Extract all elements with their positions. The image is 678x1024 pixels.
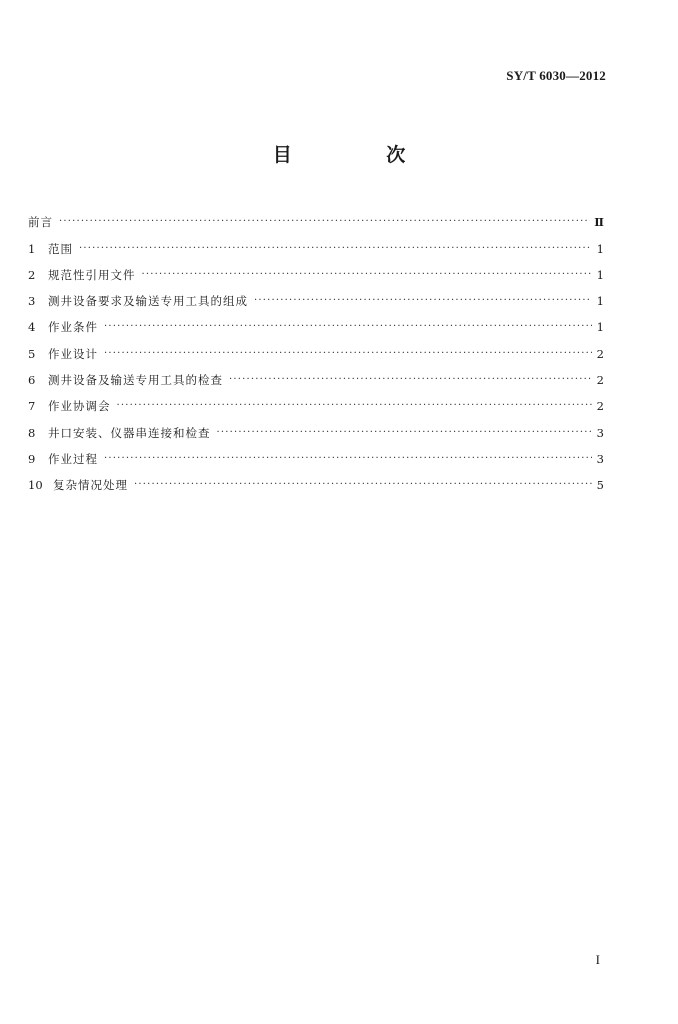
toc-entry-number: 8	[28, 425, 36, 440]
dot-leader	[79, 241, 592, 257]
toc-entry-number: 7	[28, 399, 36, 414]
toc-entry-number: 2	[28, 267, 36, 282]
toc-entry-8[interactable]	[28, 414, 604, 440]
dot-leader	[254, 293, 592, 309]
dot-leader	[229, 372, 592, 388]
toc-entry-label: 测井设备及输送专用工具的检查	[48, 373, 223, 388]
toc-entry-label: 测井设备要求及输送专用工具的组成	[48, 294, 248, 309]
toc-entry-label: 作业条件	[48, 320, 98, 335]
dot-leader	[104, 451, 592, 467]
toc-entry-7[interactable]	[28, 388, 604, 414]
toc-entry-10[interactable]	[28, 467, 604, 493]
toc-entry-number: 1	[28, 241, 36, 256]
toc-entry-page: 5	[596, 478, 604, 493]
toc-entry-page: 1	[596, 320, 604, 335]
toc-entry-page: 3	[596, 425, 604, 440]
toc-entry-label: 作业协调会	[48, 399, 111, 414]
toc-entry-foreword[interactable]	[28, 204, 604, 230]
toc-entry-9[interactable]	[28, 441, 604, 467]
toc-entry-2[interactable]	[28, 257, 604, 283]
toc-entry-label: 前言	[28, 215, 53, 230]
toc-entry-page: 1	[596, 241, 604, 256]
standard-code: SY/T 6030—2012	[506, 68, 606, 83]
toc-entry-page: 1	[596, 294, 604, 309]
toc-entry-label: 作业设计	[48, 346, 98, 361]
toc-entry-page: 3	[596, 451, 604, 466]
dot-leader	[104, 346, 592, 362]
toc-entry-label: 井口安装、仪器串连接和检查	[48, 425, 211, 440]
dot-leader	[117, 398, 593, 414]
dot-leader	[104, 319, 592, 335]
toc-entry-label: 复杂情况处理	[53, 478, 128, 493]
toc-entry-number: 6	[28, 373, 36, 388]
page-title: 目 次	[272, 144, 450, 166]
table-of-contents	[28, 204, 604, 493]
dot-leader	[142, 267, 593, 283]
toc-entry-page: Ⅱ	[594, 215, 604, 230]
toc-entry-label: 作业过程	[48, 451, 98, 466]
dot-leader	[217, 425, 593, 441]
toc-entry-number: 10	[28, 478, 43, 493]
toc-entry-4[interactable]	[28, 309, 604, 335]
toc-entry-5[interactable]	[28, 335, 604, 361]
toc-entry-page: 2	[596, 346, 604, 361]
toc-entry-3[interactable]	[28, 283, 604, 309]
toc-entry-number: 4	[28, 320, 36, 335]
page-number: I	[595, 952, 600, 967]
toc-entry-label: 范围	[48, 241, 73, 256]
dot-leader	[134, 477, 592, 493]
toc-entry-number: 9	[28, 451, 36, 466]
toc-entry-6[interactable]	[28, 362, 604, 388]
toc-entry-number: 5	[28, 346, 36, 361]
toc-entry-label: 规范性引用文件	[48, 267, 136, 282]
toc-entry-number: 3	[28, 294, 36, 309]
toc-entry-page: 2	[596, 373, 604, 388]
toc-entry-page: 1	[596, 267, 604, 282]
toc-entry-1[interactable]	[28, 230, 604, 256]
toc-entry-page: 2	[596, 399, 604, 414]
dot-leader	[59, 214, 590, 230]
